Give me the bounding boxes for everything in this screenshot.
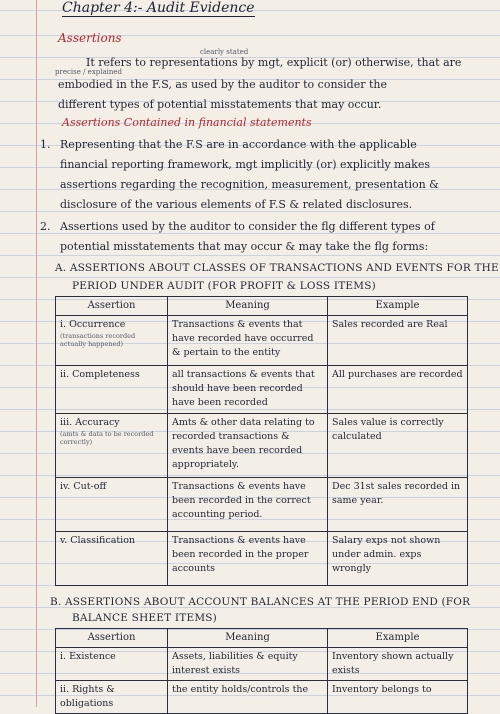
row-assertion: ii. Completeness xyxy=(56,366,168,414)
note-clearly-stated: clearly stated xyxy=(200,48,249,56)
page-title: Chapter 4:- Audit Evidence xyxy=(62,0,255,16)
header-assertion: Assertion xyxy=(56,297,168,316)
row-assertion: v. Classification xyxy=(56,532,168,586)
point1-line-2: financial reporting framework, mgt implicitly (or) explicitly makes xyxy=(60,158,430,171)
table-header-row xyxy=(56,297,468,316)
point2-num: 2. xyxy=(40,220,51,233)
row-example: Salary exps not shown under admin. exps wrongly xyxy=(328,532,468,586)
row-example: Sales recorded are Real xyxy=(328,316,468,366)
section-b-line-2: BALANCE SHEET ITEMS) xyxy=(72,612,217,624)
intro-line-1: It refers to representations by mgt, explicit (or) otherwise, that are xyxy=(86,56,462,69)
row-example: Sales value is correctly calculated xyxy=(328,414,468,478)
row-assertion: ii. Rights & obligations xyxy=(56,681,168,714)
note-precise: precise / explained xyxy=(55,68,123,76)
point1-num: 1. xyxy=(40,138,51,151)
point2-line-1: Assertions used by the auditor to consider the flg different types of xyxy=(60,220,435,233)
row-meaning: all transactions & events that should have been recorded have been recorded xyxy=(168,366,328,414)
table-row xyxy=(56,648,468,681)
row-meaning: Assets, liabilities & equity interest exists xyxy=(168,648,328,681)
point1-line-3: assertions regarding the recognition, measurement, presentation & xyxy=(60,178,439,191)
row-assertion: iii. Accuracy (amts & data to be recorded correctly) xyxy=(56,414,168,478)
row-meaning: Transactions & events have been recorded in the correct accounting period. xyxy=(168,478,328,532)
table-row xyxy=(56,316,468,366)
table-row xyxy=(56,681,468,714)
section-a-line-1: A. ASSERTIONS ABOUT CLASSES OF TRANSACTIONS AND EVENTS FOR THE xyxy=(55,262,499,274)
section-a-table xyxy=(55,296,468,586)
row-example: Dec 31st sales recorded in same year. xyxy=(328,478,468,532)
row-example: Inventory shown actually exists xyxy=(328,648,468,681)
contained-heading: Assertions Contained in financial statements xyxy=(62,116,312,129)
row-meaning: Transactions & events have been recorded in the proper accounts xyxy=(168,532,328,586)
section-b-table xyxy=(55,628,468,714)
row-example: Inventory belongs to xyxy=(328,681,468,714)
header-example: Example xyxy=(328,629,468,648)
point2-line-2: potential misstatements that may occur & may take the flg forms: xyxy=(60,240,429,253)
table-row xyxy=(56,414,468,478)
margin-line xyxy=(36,0,37,707)
assertions-heading: Assertions xyxy=(58,31,122,45)
header-meaning: Meaning xyxy=(168,297,328,316)
row-example: All purchases are recorded xyxy=(328,366,468,414)
row-assertion: iv. Cut-off xyxy=(56,478,168,532)
header-example: Example xyxy=(328,297,468,316)
point1-line-4: disclosure of the various elements of F.S & related disclosures. xyxy=(60,198,413,211)
header-meaning: Meaning xyxy=(168,629,328,648)
table-header-row xyxy=(56,629,468,648)
header-assertion: Assertion xyxy=(56,629,168,648)
section-b-line-1: B. ASSERTIONS ABOUT ACCOUNT BALANCES AT THE PERIOD END (FOR xyxy=(50,596,471,608)
row-meaning: the entity holds/controls the xyxy=(168,681,328,714)
table-row xyxy=(56,532,468,586)
row-meaning: Transactions & events that have recorded have occurred & pertain to the entity xyxy=(168,316,328,366)
table-row xyxy=(56,366,468,414)
row-assertion: i. Existence xyxy=(56,648,168,681)
row-meaning: Amts & other data relating to recorded transactions & events have been recorded appropriately. xyxy=(168,414,328,478)
intro-line-3: different types of potential misstatements that may occur. xyxy=(58,98,382,111)
intro-line-2: embodied in the F.S, as used by the auditor to consider the xyxy=(58,78,388,91)
point1-line-1: Representing that the F.S are in accordance with the applicable xyxy=(60,138,417,151)
row-assertion: i. Occurrence (transactions recorded actually happened) xyxy=(56,316,168,366)
section-a-line-2: PERIOD UNDER AUDIT (FOR PROFIT & LOSS ITEMS) xyxy=(72,280,376,292)
table-row xyxy=(56,478,468,532)
